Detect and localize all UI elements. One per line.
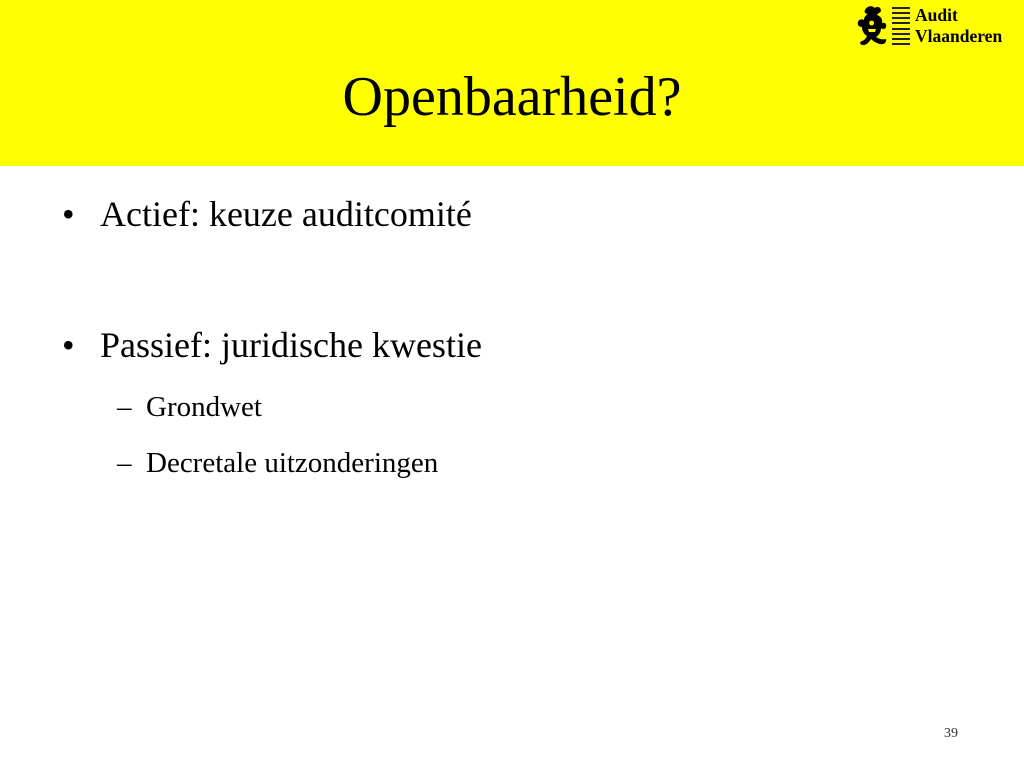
slide-title: Openbaarheid? (342, 66, 682, 128)
sub-bullet-text: Decretale uitzonderingen (146, 447, 439, 479)
logo-line-vlaanderen: Vlaanderen (915, 26, 1003, 46)
bullet-text: Passief: juridische kwestie (100, 325, 482, 365)
logo-line-audit: Audit (915, 5, 958, 25)
sub-bullet-marker: – (117, 391, 132, 423)
sub-bullet-text: Grondwet (146, 391, 262, 423)
bullet-marker: • (62, 325, 75, 365)
bullet-marker: • (62, 194, 75, 234)
sub-bullet-marker: – (117, 447, 132, 479)
bullet-text: Actief: keuze auditcomité (100, 194, 472, 234)
page-number: 39 (944, 726, 958, 741)
